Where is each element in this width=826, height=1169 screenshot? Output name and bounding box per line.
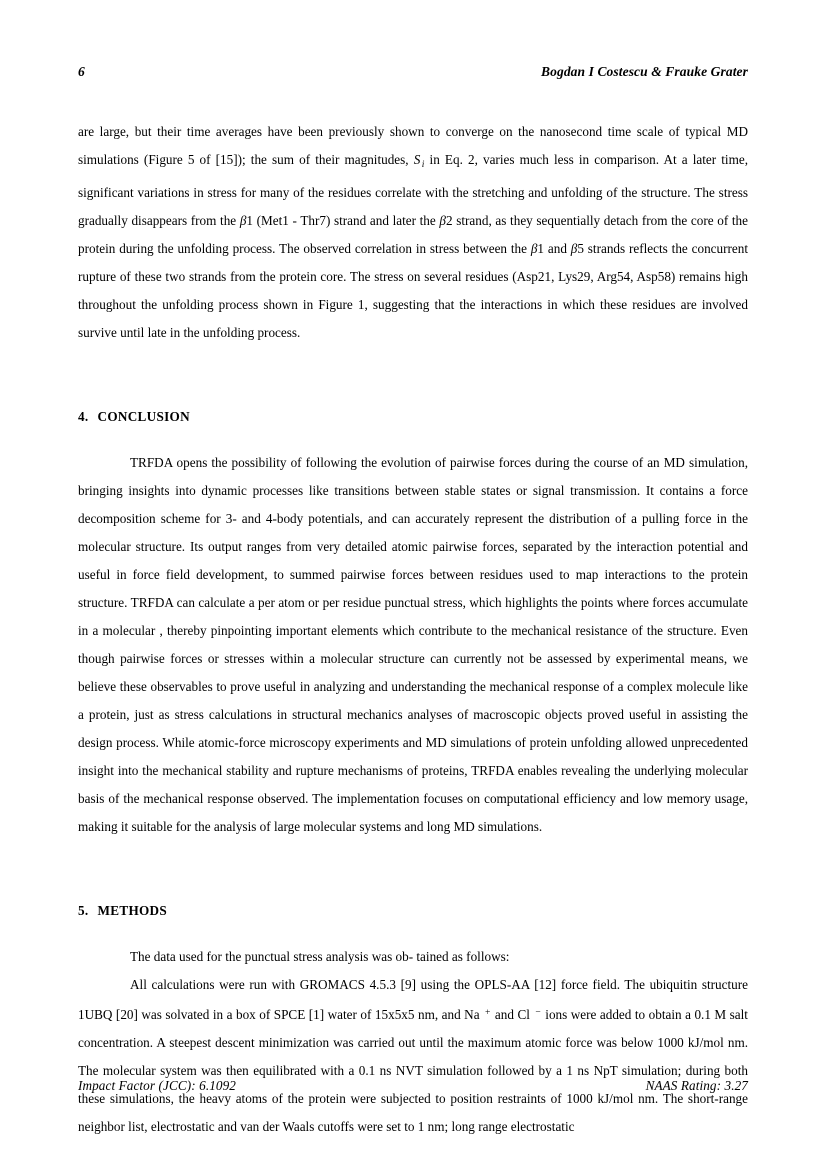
body-text-block — [78, 118, 748, 1141]
par-seg-5: 1 and — [537, 240, 571, 256]
conclusion-paragraph: TRFDA opens the possibility of following the evolution of pairwise forces during the course of an MD simulation, bringing insights into dynamic processes like transitions between stable states or signal transmission. It contains a force decomposition scheme for 3- and 4-body potentials, and can accurately represent the distribution of a pulling force in the molecular structure. Its output ranges from very detailed atomic pairwise forces, separated by the interaction potential and useful in force field development, to summed pairwise forces between residues used to map interactions to the protein structure. TRFDA can calculate a per atom or per residue punctual stress, which highlights the points where forces accumulate in a molecular , thereby pinpointing important elements which contribute to the mechanical resistance of the structure. Even though pairwise forces or stresses within a molecular structure can currently not be assessed by experimental means, we believe these observables to prove useful in analyzing and understanding the mechanical response of a complex molecule like a protein, just as stress calculations in structural mechanics analyses of macroscopic objects proved useful in assisting the design process. While atomic-force microscopy experiments and MD simulations of protein unfolding allowed unprecedented insight into the mechanical stability and rupture mechanisms of proteins, TRFDA enables revealing the underlying molecular basis of the mechanical response observed. The implementation focuses on computational efficiency and low memory usage, making it suitable for the analysis of large molecular systems and long MD simulations. — [78, 454, 748, 834]
beta-symbol-2: β — [439, 212, 446, 228]
section-spacer-2 — [78, 841, 748, 897]
page-content-frame — [78, 0, 748, 1169]
footer-naas-rating: NAAS Rating: 3.27 — [645, 1078, 748, 1093]
footer-impact-factor: Impact Factor (JCC): 6.1092 — [78, 1078, 236, 1093]
section-title: METHODS — [97, 902, 168, 918]
methods-seg-2: and Cl — [491, 1006, 534, 1022]
subscript-i: i — [421, 159, 425, 170]
heading-spacer-2 — [78, 925, 748, 943]
beta-symbol-1: β — [239, 212, 247, 228]
page-footer — [78, 1078, 748, 1094]
section-heading-methods — [78, 897, 748, 925]
page-number: 6 — [78, 64, 85, 79]
par-seg-1: are large, but their time averages have been previously shown to converge on the nanosecond time scale of typical MD simulations (Figure 5 of [15]); the sum of their magnitudes, — [78, 124, 748, 167]
heading-spacer-1 — [78, 431, 748, 449]
symbol-S: S — [413, 152, 421, 167]
par-seg-4: 2 strand, as they sequentially detach from the core of the protein during the unfolding process. The observed correlation in stress between the — [78, 212, 748, 256]
par-seg-3: 1 (Met1 - Thr7) strand and later the — [246, 212, 440, 228]
beta-symbol-4: β — [570, 240, 578, 256]
methods-paragraph-1: The data used for the punctual stress analysis was ob- tained as follows: — [130, 948, 510, 964]
par-seg-2: in Eq. 2, varies much less in comparison. At a later time, significant variations in stress for many of the residues correlate with the stretching and unfolding of the structure. The stress gradually disappears from the — [78, 152, 748, 228]
section-spacer-1 — [78, 347, 748, 403]
section-heading-conclusion — [78, 403, 748, 431]
beta-symbol-3: β — [530, 240, 538, 256]
running-head-authors: Bogdan I Costescu & Frauke Grater — [541, 64, 748, 79]
section-number: 5. — [78, 902, 89, 918]
superscript-plus: + — [485, 1007, 491, 1018]
section-title: CONCLUSION — [97, 408, 190, 424]
section-number: 4. — [78, 408, 89, 424]
running-head — [78, 64, 748, 80]
continued-paragraph — [78, 118, 748, 347]
methods-paragraph-2 — [78, 971, 748, 1141]
superscript-minus: − — [535, 1007, 541, 1018]
methods-seg-3: ions were added to obtain a 0.1 M salt concentration. A steepest descent minimization was carried out until the maximum atomic force was below 1000 kJ/mol nm. The molecular system was then equilibrated with a 0.1 ns NVT simulation followed by a 1 ns NpT simulation; during both these simulations, the heavy atoms of the protein were subjected to position restraints of 1000 kJ/mol nm. The short-range neighbor list, electrostatic and van der Waals cutoffs were set to 1 nm; long range electrostatic — [78, 1006, 748, 1134]
par-seg-6: 5 strands reflects the concurrent rupture of these two strands from the protein core. The stress on several residues (Asp21, Lys29, Arg54, Asp58) remains high throughout the unfolding process shown in Figure 1, suggesting that the interactions in which these residues are involved survive until late in the unfolding process. — [78, 240, 748, 340]
methods-seg-1: All calculations were run with GROMACS 4.5.3 [9] using the OPLS-AA [12] force field. The ubiquitin structure 1UBQ [20] was solvated in a box of SPCE [1] water of 15x5x5 nm, and Na — [78, 976, 748, 1022]
